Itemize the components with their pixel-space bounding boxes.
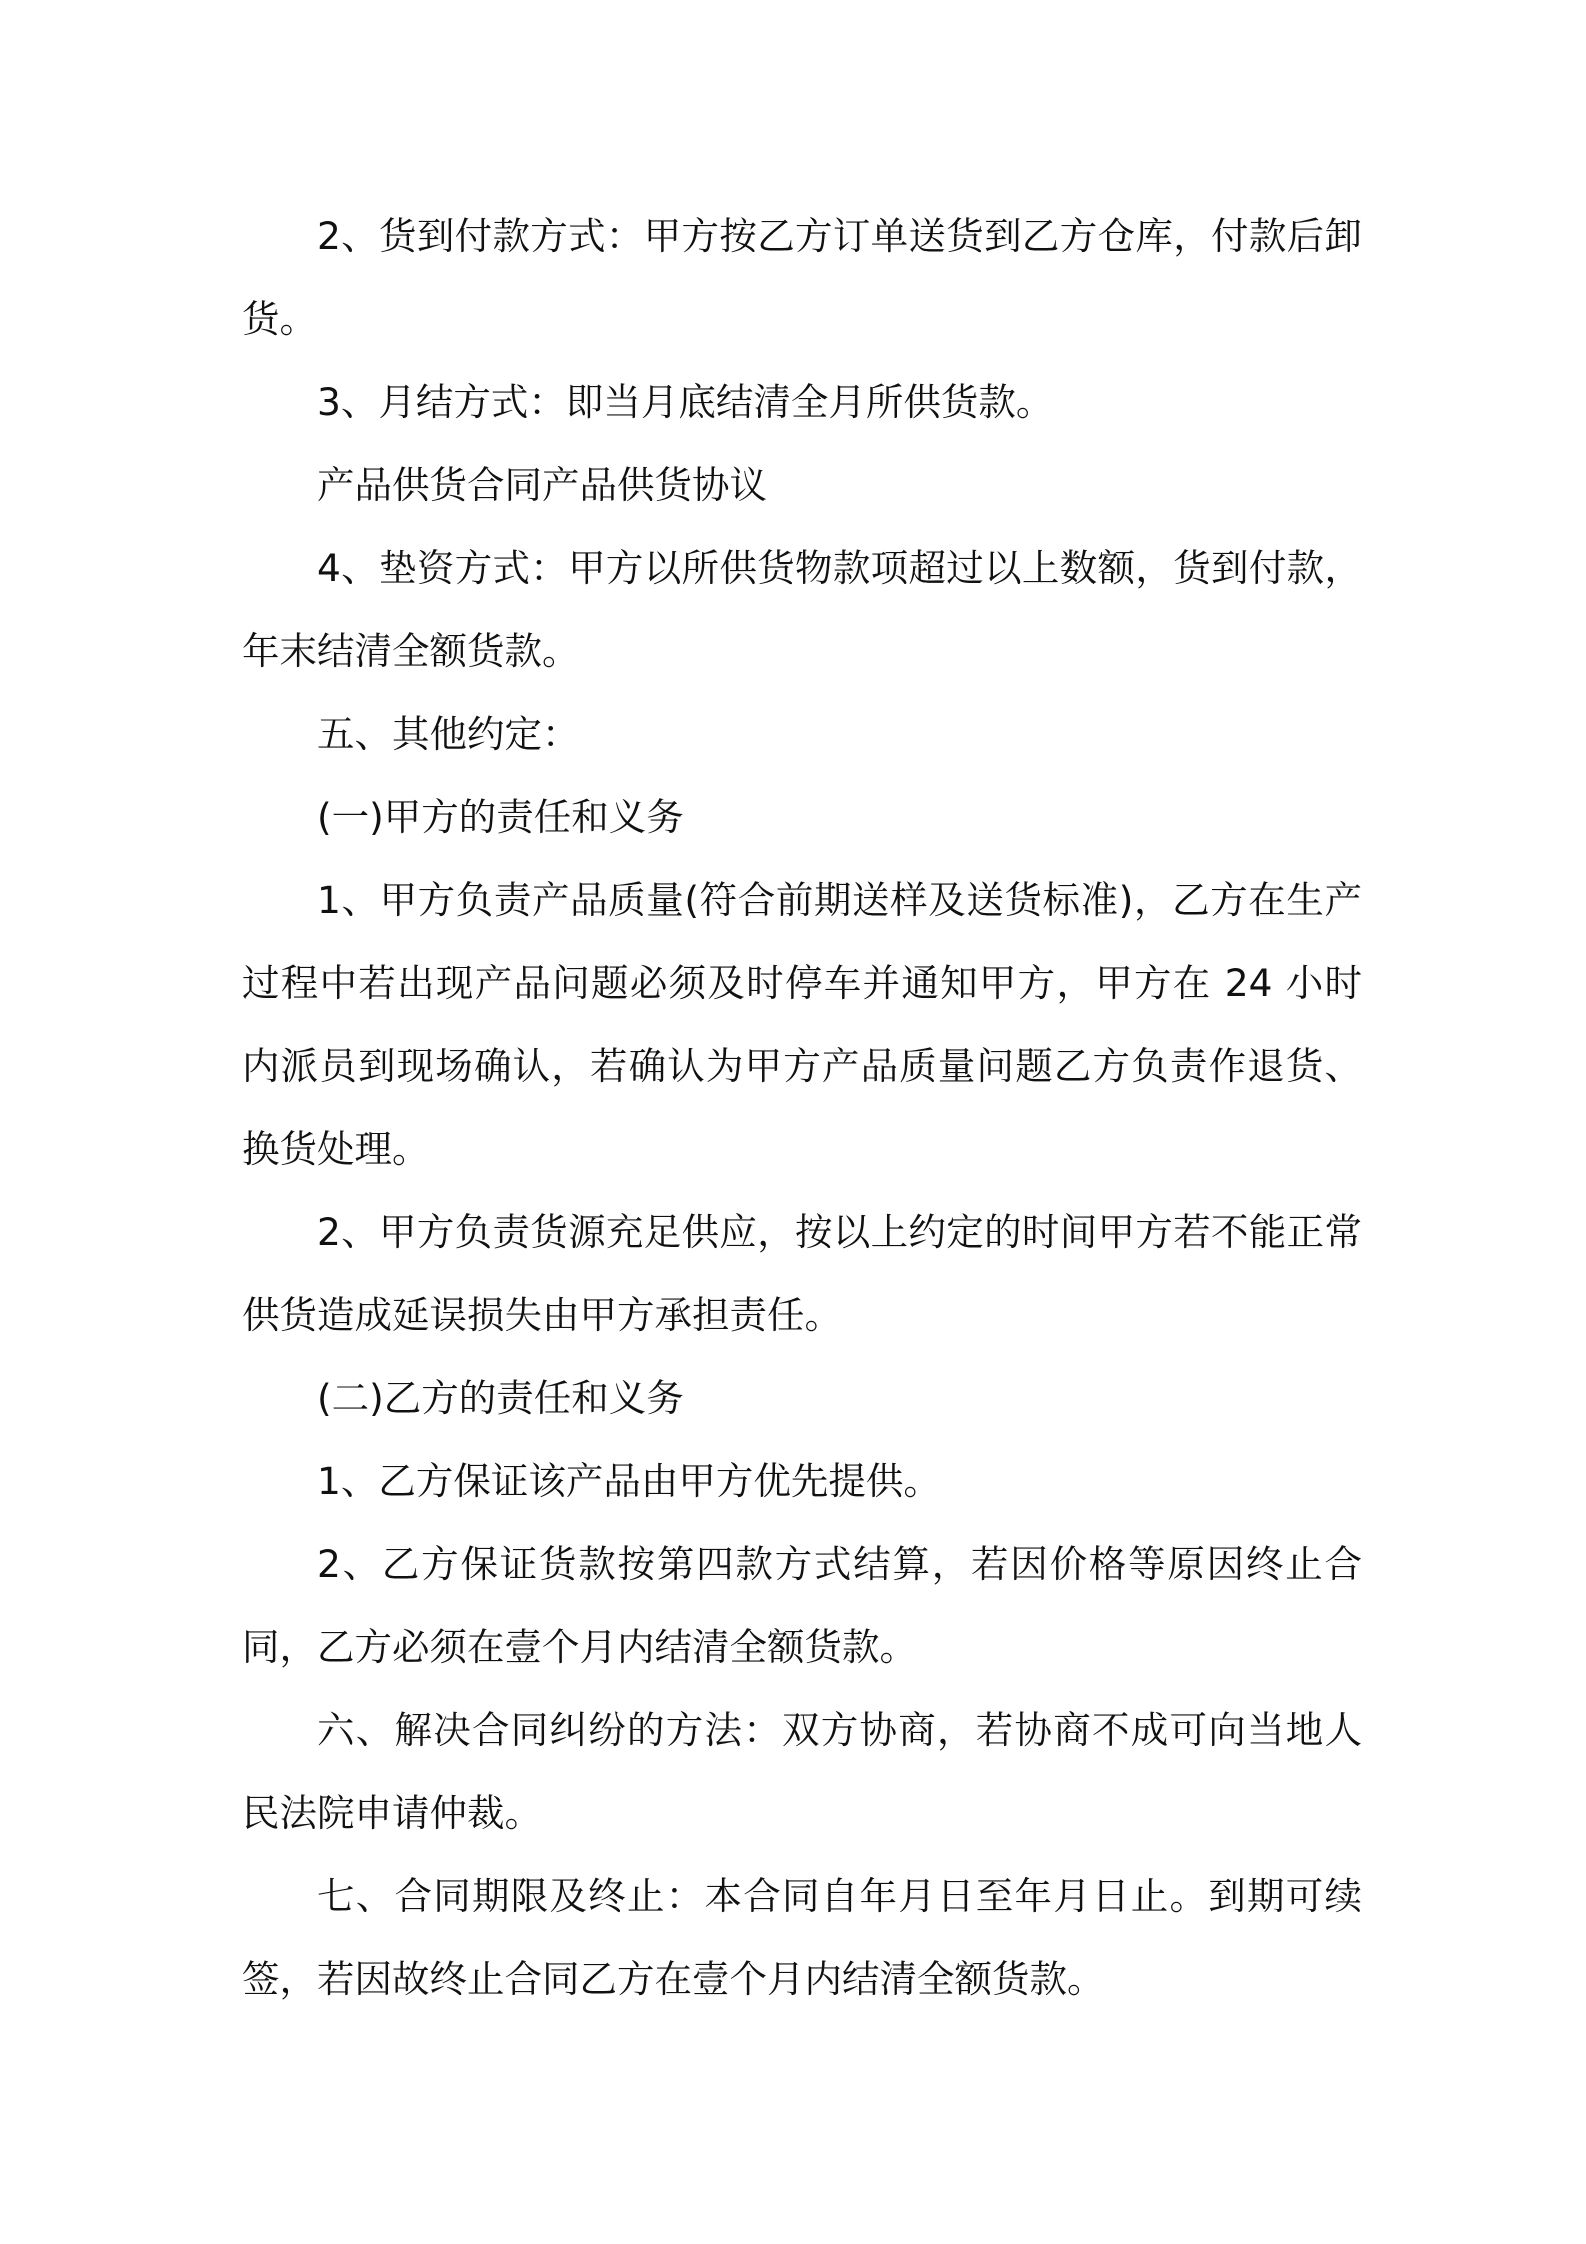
paragraph-party-b-priority: 1、乙方保证该产品由甲方优先提供。	[317, 1459, 941, 1503]
subheading-party-b-duties: (二)乙方的责任和义务	[317, 1376, 684, 1420]
subheading-party-a-duties: (一)甲方的责任和义务	[317, 795, 684, 839]
paragraph-party-a-supply: 2、甲方负责货源充足供应，按以上约定的时间甲方若不能正常供货造成延误损失由甲方承担责任。	[242, 1210, 1362, 1337]
paragraph-contract-term: 七、合同期限及终止：本合同自年月日至年月日止。到期可续签，若因故终止合同乙方在壹个月内结清全额货款。	[242, 1874, 1362, 2001]
paragraph-agreement-title: 产品供货合同产品供货协议	[317, 463, 767, 507]
document-body	[242, 195, 1362, 2021]
paragraph-payment-on-delivery: 2、货到付款方式：甲方按乙方订单送货到乙方仓库，付款后卸货。	[242, 214, 1362, 341]
section-heading-other-terms: 五、其他约定：	[317, 712, 580, 756]
paragraph-dispute-resolution: 六、解决合同纠纷的方法：双方协商，若协商不成可向当地人民法院申请仲裁。	[242, 1708, 1362, 1835]
paragraph-monthly-settlement: 3、月结方式：即当月底结清全月所供货款。	[317, 380, 1054, 424]
paragraph-party-b-settlement: 2、乙方保证货款按第四款方式结算，若因价格等原因终止合同，乙方必须在壹个月内结清全额货款。	[242, 1542, 1362, 1669]
paragraph-party-a-quality: 1、甲方负责产品质量(符合前期送样及送货标准)，乙方在生产过程中若出现产品问题必须及时停车并通知甲方，甲方在 24 小时内派员到现场确认，若确认为甲方产品质量问题乙方负责作退货、换货处理。	[242, 878, 1362, 1171]
paragraph-advance-payment: 4、垫资方式：甲方以所供货物款项超过以上数额，货到付款，年末结清全额货款。	[242, 546, 1362, 673]
